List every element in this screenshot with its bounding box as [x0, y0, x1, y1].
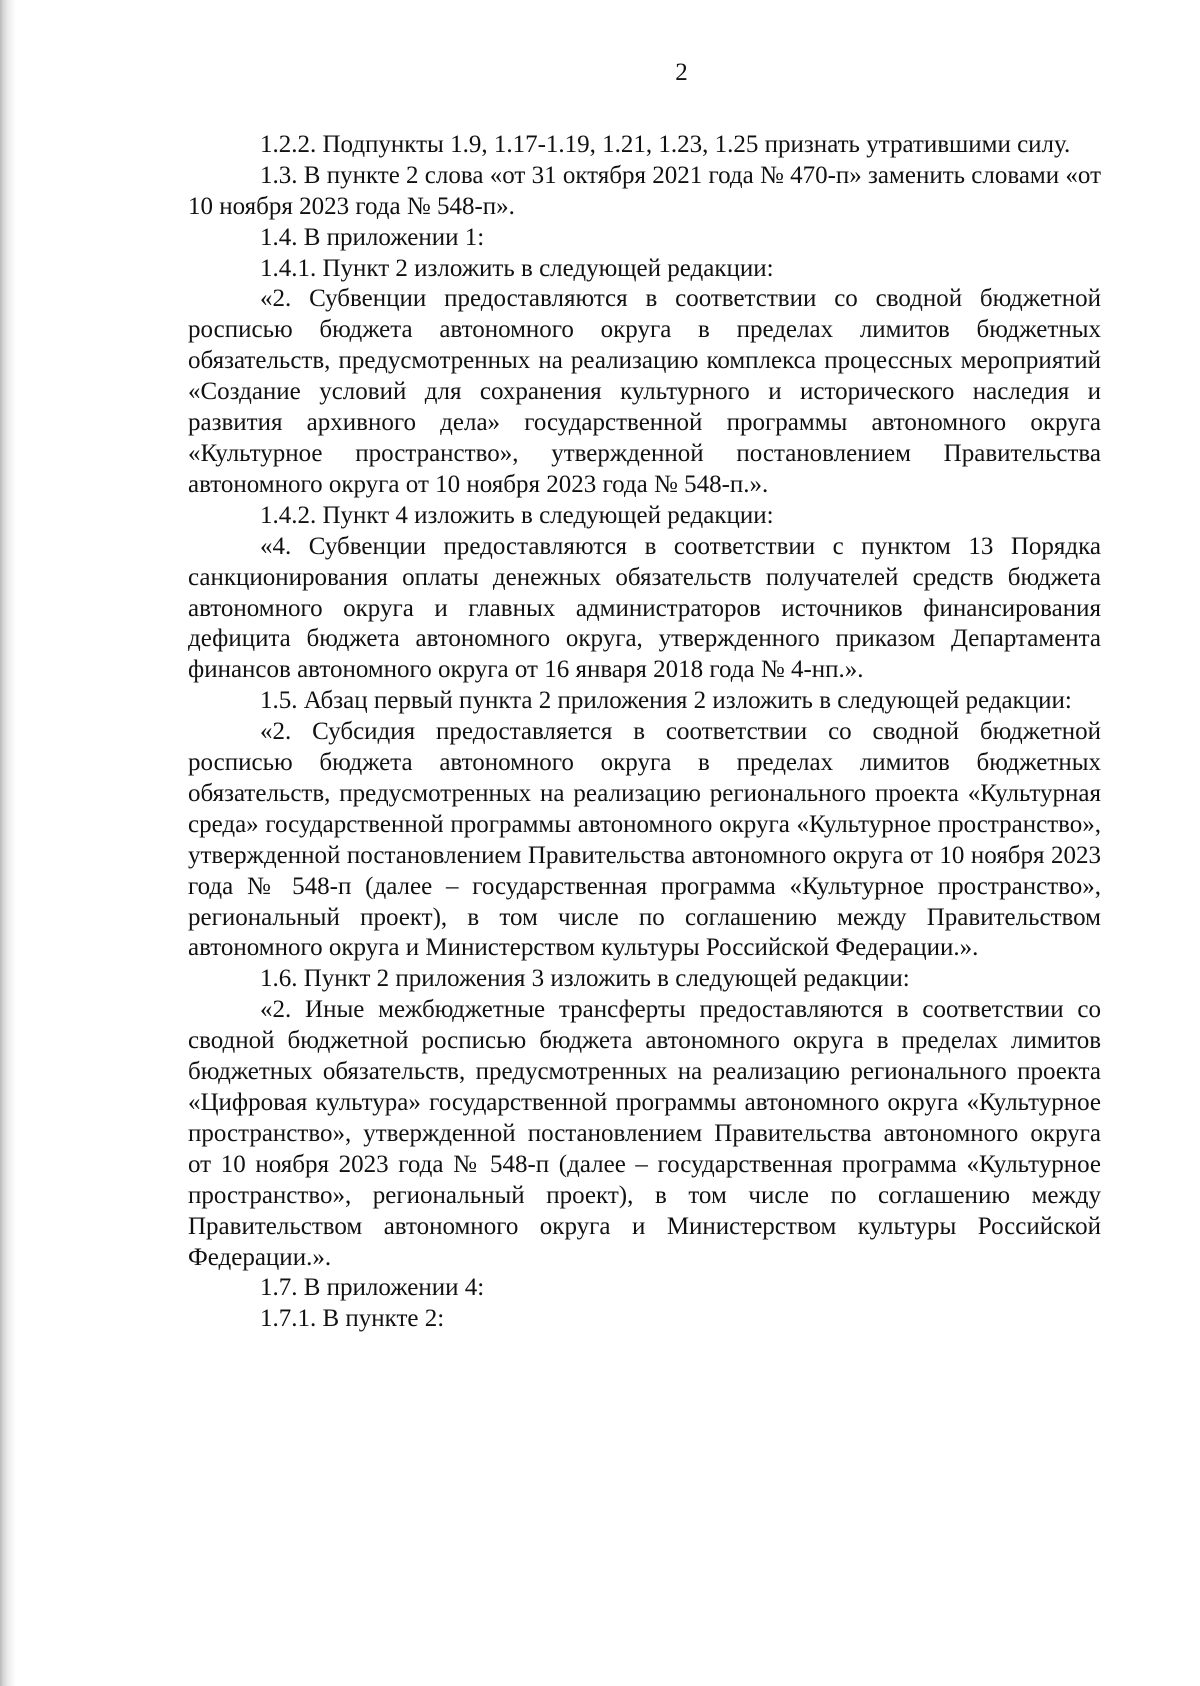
paragraph-1-2-2: 1.2.2. Подпункты 1.9, 1.17-1.19, 1.21, 1.23, 1.25 признать утратившими силу.	[260, 130, 1071, 158]
page-number: 2	[675, 59, 688, 86]
paragraph-1-3: 1.3. В пункте 2 слова «от 31 октября 2021 года № 470-п» заменить словами «от 10 ноября 2023 года № 548-п».	[188, 161, 1101, 220]
paragraph-1-5: 1.5. Абзац первый пункта 2 приложения 2 изложить в следующей редакции:	[260, 687, 1072, 715]
quoted-point-4-subventions: «4. Субвенции предоставляются в соответствии с пунктом 13 Порядка санкционирования оплаты денежных обязательств получателей средств бюджета автономного округа и главных администраторов источников финансирования дефицита бюджета автономного округа, утвержденного приказом Департамента финансов автономного округа от 16 января 2018 года № 4-нп.».	[188, 532, 1101, 684]
paragraph-1-4: 1.4. В приложении 1:	[260, 223, 485, 251]
document-page	[188, 58, 1101, 1335]
scan-edge	[0, 0, 16, 1686]
paragraph-1-7-1: 1.7.1. В пункте 2:	[260, 1305, 445, 1333]
quoted-point-2-subventions: «2. Субвенции предоставляются в соответствии со сводной бюджетной росписью бюджета автономного округа в пределах лимитов бюджетных обязательств, предусмотренных на реализацию комплекса процессных мероприятий «Создание условий для сохранения культурного и исторического наследия и развития архивного дела» государственной программы автономного округа «Культурное пространство», утвержденной постановлением Правительства автономного округа от 10 ноября 2023 года № 548-п.».	[188, 285, 1101, 498]
paragraph-1-6: 1.6. Пункт 2 приложения 3 изложить в следующей редакции:	[260, 965, 910, 993]
paragraph-1-4-2: 1.4.2. Пункт 4 изложить в следующей редакции:	[260, 501, 774, 529]
quoted-point-2-subsidy: «2. Субсидия предоставляется в соответствии со сводной бюджетной росписью бюджета автономного округа в пределах лимитов бюджетных обязательств, предусмотренных на реализацию регионального проекта «Культурная среда» государственной программы автономного округа «Культурное пространство», утвержденной постановлением Правительства автономного округа от 10 ноября 2023 года № 548-п (далее – государственная программа «Культурное пространство», региональный проект), в том числе по соглашению между Правительством автономного округа и Министерством культуры Российской Федерации.».	[188, 718, 1101, 962]
paragraph-1-4-1: 1.4.1. Пункт 2 изложить в следующей редакции:	[260, 254, 774, 282]
quoted-point-2-transfers: «2. Иные межбюджетные трансферты предоставляются в соответствии со сводной бюджетной росписью бюджета автономного округа в пределах лимитов бюджетных обязательств, предусмотренных на реализацию регионального проекта «Цифровая культура» государственной программы автономного округа «Культурное пространство», утвержденной постановлением Правительства автономного округа от 10 ноября 2023 года № 548-п (далее – государственная программа «Культурное пространство», региональный проект), в том числе по соглашению между Правительством автономного округа и Министерством культуры Российской Федерации.».	[188, 996, 1101, 1271]
paragraph-1-7: 1.7. В приложении 4:	[260, 1274, 485, 1302]
